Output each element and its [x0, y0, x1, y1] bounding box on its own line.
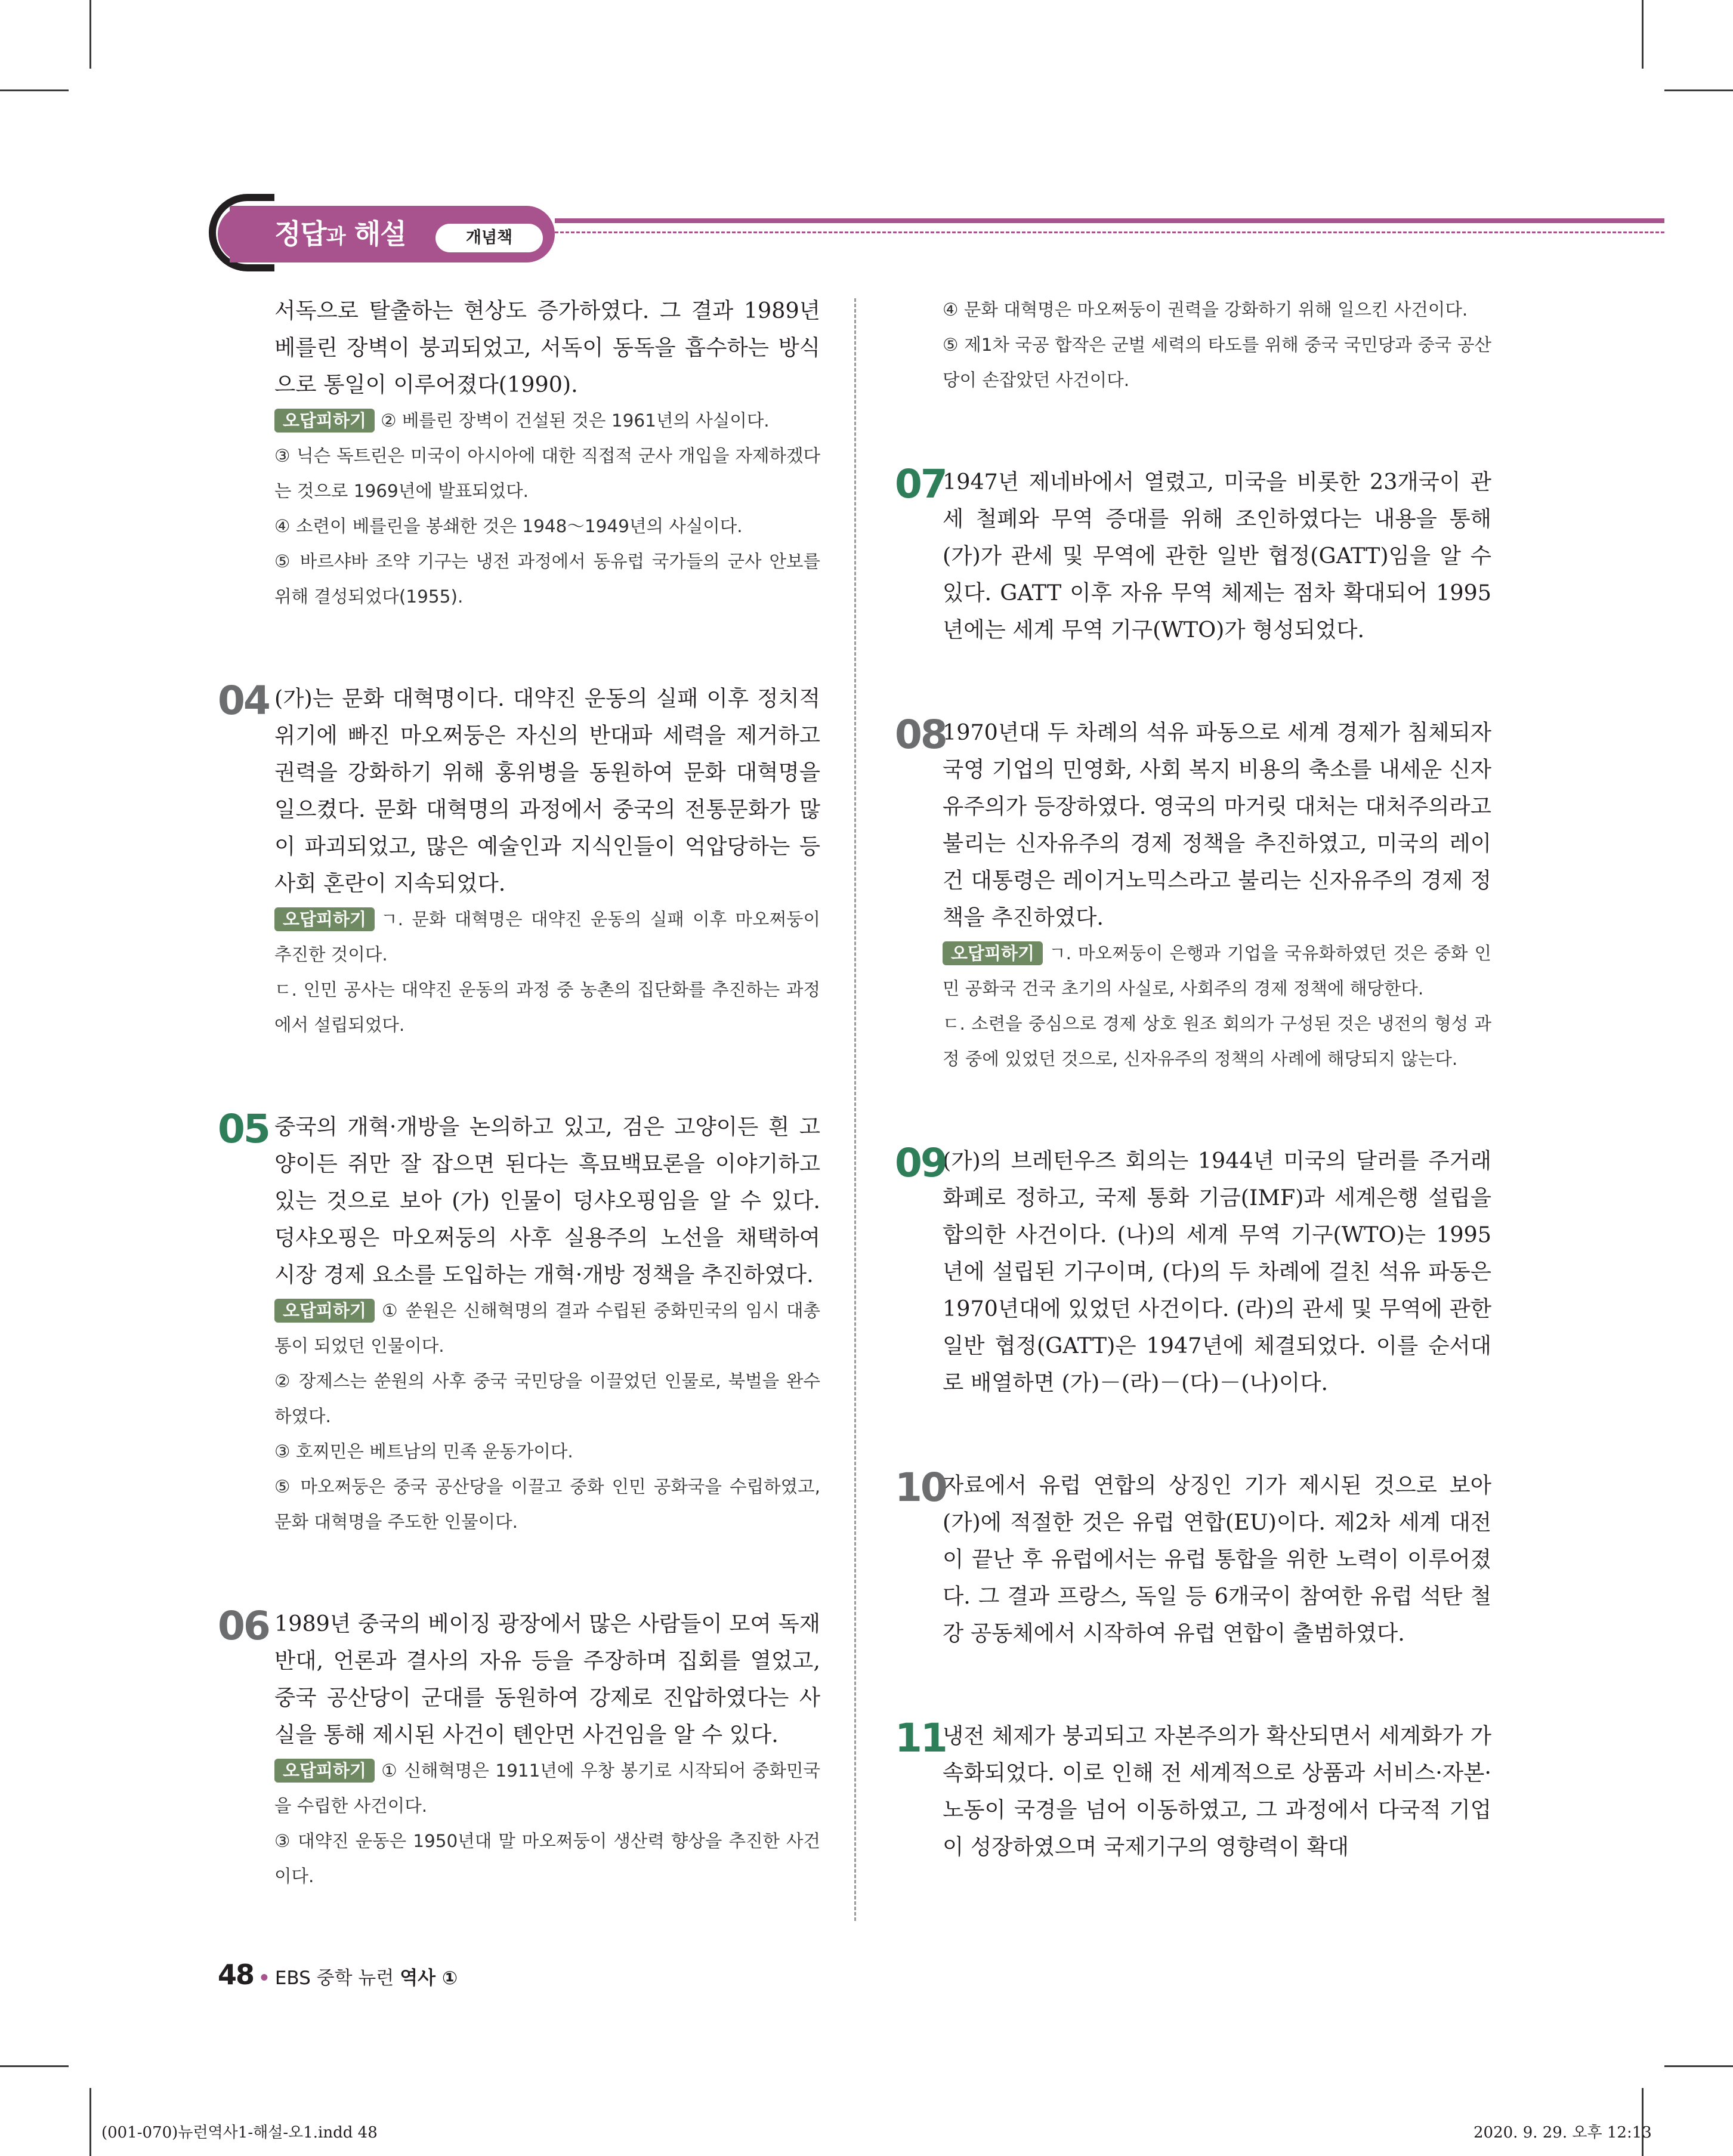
wrong-answer-note: ㄷ. 소련을 중심으로 경제 상호 원조 회의가 구성된 것은 냉전의 형성 과정 중에 있었던 것으로, 신자유주의 정책의 사례에 해당되지 않는다. — [943, 1014, 1491, 1069]
print-slug-file: (001-070)뉴런역사1-해설-오1.indd 48 — [101, 2124, 378, 2142]
answer-text: 자료에서 유럽 연합의 상징인 기가 제시된 것으로 보아 (가)에 적절한 것은 유럽 연합(EU)이다. 제2차 세계 대전이 끝난 후 유럽에서는 유럽 통합을 위한 노력이 이루어졌다. 그 결과 프랑스, 독일 등 6개국이 참여한 유럽 석탄 철강 공동체에서 시작하여 유럽 연합이 출범하였다. — [943, 1472, 1491, 1646]
answer-06-continued — [895, 292, 1491, 398]
wrong-answer-note: ⑤ 마오쩌둥은 중국 공산당을 이끌고 중화 인민 공화국을 수립하였고, 문화 대혁명을 주도한 인물이다. — [274, 1477, 820, 1532]
wrong-answer-note: ⑤ 제1차 국공 합작은 군벌 세력의 타도를 위해 중국 국민당과 중국 공산당이 손잡았던 사건이다. — [943, 335, 1491, 390]
crop-mark — [0, 2065, 69, 2067]
question-number: 11 — [895, 1715, 946, 1761]
question-number: 08 — [895, 712, 946, 758]
answer-09 — [895, 1142, 1491, 1401]
answer-06 — [218, 1605, 820, 1894]
wrong-answer-note: 오답피하기 ㄱ. 문화 대혁명은 대약진 운동의 실패 이후 마오쩌둥이 추진한 것이다. — [274, 902, 820, 972]
crop-mark — [89, 2088, 91, 2156]
wrong-answer-note: ③ 호찌민은 베트남의 민족 운동가이다. — [274, 1441, 573, 1462]
wrong-answer-badge: 오답피하기 — [943, 941, 1043, 965]
crop-mark — [1664, 89, 1733, 91]
wrong-answer-note: ㄷ. 인민 공사는 대약진 운동의 과정 중 농촌의 집단화를 추진하는 과정에서 설립되었다. — [274, 980, 820, 1035]
answer-text: 1989년 중국의 베이징 광장에서 많은 사람들이 모여 독재 반대, 언론과 결사의 자유 등을 주장하며 집회를 열었고, 중국 공산당이 군대를 동원하여 강제로 진압하였다는 사실을 통해 제시된 사건이 톈안먼 사건임을 알 수 있다. — [274, 1611, 820, 1747]
question-number: 09 — [895, 1140, 946, 1186]
book-tag: 개념책 — [435, 224, 543, 252]
crop-mark — [1664, 2065, 1733, 2067]
question-number: 10 — [895, 1465, 946, 1511]
column-divider — [854, 298, 856, 1921]
answer-text: 1970년대 두 차례의 석유 파동으로 세계 경제가 침체되자 국영 기업의 민영화, 사회 복지 비용의 축소를 내세운 신자유주의가 등장하였다. 영국의 마거릿 대처는 대처주의라고 불리는 신자유주의 경제 정책을 추진하였고, 미국의 레이건 대통령은 레이거노믹스라고 불리는 신자유주의 경제 정책을 추진하였다. — [943, 719, 1491, 930]
book-subject: 역사 ① — [400, 1967, 458, 1989]
wrong-answer-note: ③ 대약진 운동은 1950년대 말 마오쩌둥이 생산력 향상을 추진한 사건이다. — [274, 1831, 820, 1886]
answer-11 — [895, 1715, 1491, 1865]
crop-mark — [89, 0, 91, 69]
answer-10 — [895, 1467, 1491, 1652]
question-number: 05 — [218, 1106, 269, 1152]
publisher-name: EBS 중학 뉴런 — [274, 1967, 394, 1989]
page-footer — [218, 1957, 458, 1993]
bullet-icon: • — [258, 1967, 270, 1989]
wrong-answer-badge: 오답피하기 — [274, 907, 375, 931]
question-number: 04 — [218, 678, 269, 724]
right-column — [895, 292, 1491, 1865]
wrong-answer-note: 오답피하기 ① 쑨원은 신해혁명의 결과 수립된 중화민국의 임시 대총통이 되었던 인물이다. — [274, 1293, 820, 1364]
header-rule — [555, 218, 1664, 223]
answer-08 — [895, 714, 1491, 1077]
wrong-answer-badge: 오답피하기 — [274, 409, 375, 433]
page-number: 48 — [218, 1959, 254, 1991]
wrong-answer-note: 오답피하기 ㄱ. 마오쩌둥이 은행과 기업을 국유화하였던 것은 중화 인민 공화국 건국 초기의 사실로, 사회주의 경제 정책에 해당한다. — [943, 936, 1491, 1006]
answer-03-continued — [218, 292, 820, 614]
wrong-answer-badge: 오답피하기 — [274, 1759, 375, 1783]
answer-text: 냉전 체제가 붕괴되고 자본주의가 확산되면서 세계화가 가속화되었다. 이로 인해 전 세계적으로 상품과 서비스·자본·노동이 국경을 넘어 이동하였고, 그 과정에서 다국적 기업이 성장하였으며 국제기구의 영향력이 확대 — [943, 1723, 1491, 1860]
crop-mark — [1642, 0, 1644, 69]
wrong-answer-note: 오답피하기 ① 신해혁명은 1911년에 우창 봉기로 시작되어 중화민국을 수립한 사건이다. — [274, 1753, 820, 1824]
left-column — [218, 292, 820, 1960]
wrong-answer-note: ③ 닉슨 독트린은 미국이 아시아에 대한 직접적 군사 개입을 자제하겠다는 것으로 1969년에 발표되었다. — [274, 446, 820, 501]
section-title: 정답과 해설 — [274, 218, 406, 250]
answer-07 — [895, 461, 1491, 648]
answer-text: 1947년 제네바에서 열렸고, 미국을 비롯한 23개국이 관세 철폐와 무역 증대를 위해 조인하였다는 내용을 통해 (가)가 관세 및 무역에 관한 일반 협정(GATT)임을 알 수 있다. GATT 이후 자유 무역 체제는 점차 확대되어 1995년에는 세계 무역 기구(WTO)가 형성되었다. — [943, 469, 1491, 643]
answer-text: (가)는 문화 대혁명이다. 대약진 운동의 실패 이후 정치적 위기에 빠진 마오쩌둥은 자신의 반대파 세력을 제거하고 권력을 강화하기 위해 홍위병을 동원하여 문화 대혁명을 일으켰다. 문화 대혁명의 과정에서 중국의 전통문화가 많이 파괴되었고, 많은 예술인과 지식인들이 억압당하는 등 사회 혼란이 지속되었다. — [274, 685, 820, 896]
wrong-answer-badge: 오답피하기 — [274, 1299, 375, 1323]
answer-text: 중국의 개혁·개방을 논의하고 있고, 검은 고양이든 흰 고양이든 쥐만 잘 잡으면 된다는 흑묘백묘론을 이야기하고 있는 것으로 보아 (가) 인물이 덩샤오핑임을 알 수 있다. 덩샤오핑은 마오쩌둥의 사후 실용주의 노선을 채택하여 시장 경제 요소를 도입하는 개혁·개방 정책을 추진하였다. — [274, 1114, 820, 1287]
answer-text: (가)의 브레턴우즈 회의는 1944년 미국의 달러를 주거래 화폐로 정하고, 국제 통화 기금(IMF)과 세계은행 설립을 합의한 사건이다. (나)의 세계 무역 기구(WTO)는 1995년에 설립된 기구이며, (다)의 두 차례에 걸친 석유 파동은 1970년대에 있었던 사건이다. (라)의 관세 및 무역에 관한 일반 협정(GATT)은 1947년에 체결되었다. 이를 순서대로 배열하면 (가)－(라)－(다)－(나)이다. — [943, 1148, 1491, 1395]
wrong-answer-note: ② 장제스는 쑨원의 사후 중국 국민당을 이끌었던 인물로, 북벌을 완수하였다. — [274, 1371, 820, 1426]
answer-05 — [218, 1108, 820, 1540]
answer-text: 서독으로 탈출하는 현상도 증가하였다. 그 결과 1989년 베를린 장벽이 붕괴되었고, 서독이 동독을 흡수하는 방식으로 통일이 이루어졌다(1990). — [274, 298, 820, 397]
crop-mark — [0, 89, 69, 91]
wrong-answer-note: ④ 소련이 베를린을 봉쇄한 것은 1948～1949년의 사실이다. — [274, 516, 743, 536]
question-number: 06 — [218, 1603, 269, 1649]
header-dashed-rule — [555, 231, 1664, 233]
answer-04 — [218, 680, 820, 1043]
print-slug-date: 2020. 9. 29. 오후 12:13 — [1473, 2124, 1652, 2142]
wrong-answer-note: 오답피하기 ② 베를린 장벽이 건설된 것은 1961년의 사실이다. — [274, 403, 820, 438]
wrong-answer-note: ④ 문화 대혁명은 마오쩌둥이 권력을 강화하기 위해 일으킨 사건이다. — [943, 299, 1468, 320]
question-number: 07 — [895, 461, 946, 507]
wrong-answer-note: ⑤ 바르샤바 조약 기구는 냉전 과정에서 동유럽 국가들의 군사 안보를 위해 결성되었다(1955). — [274, 551, 820, 607]
